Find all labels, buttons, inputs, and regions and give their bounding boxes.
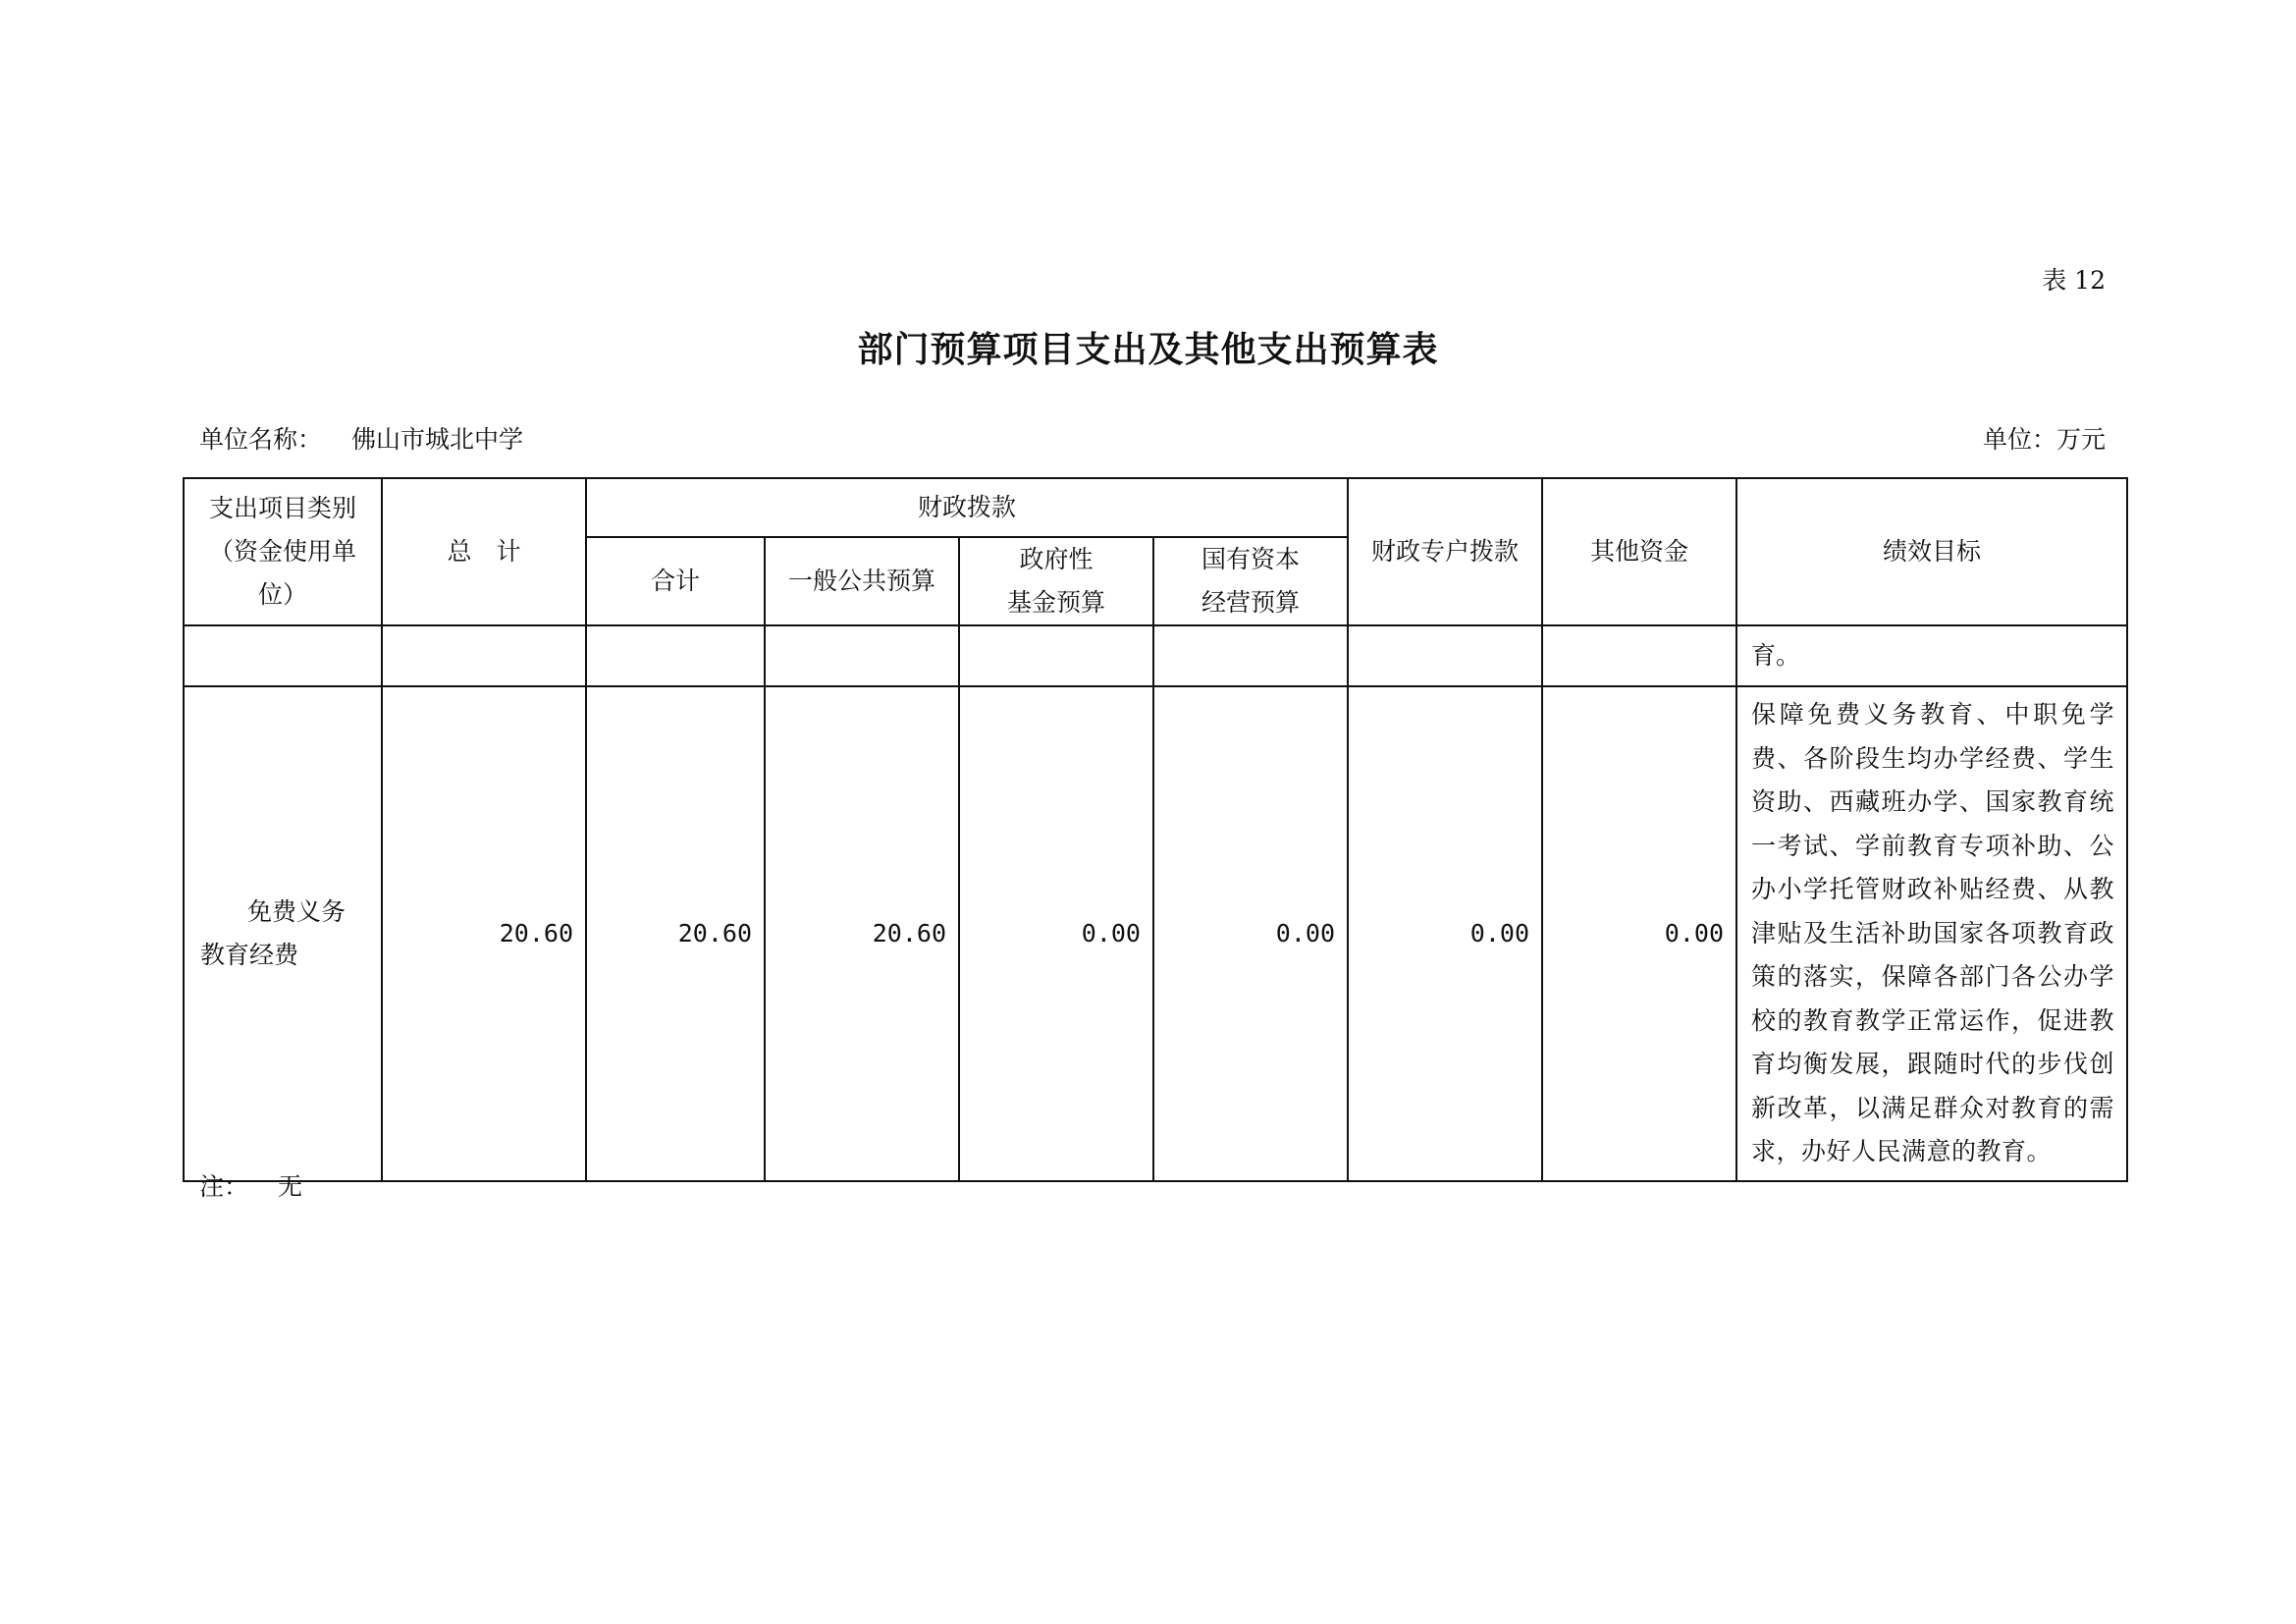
row-total: 20.60	[382, 686, 586, 1181]
footnote	[199, 1167, 302, 1203]
row-gov-fund: 0.00	[959, 686, 1153, 1181]
note-label: 注：	[199, 1172, 249, 1201]
unit-label: 单位：万元	[1982, 425, 2106, 454]
row-category	[184, 686, 382, 1181]
org-line	[199, 420, 523, 456]
carryover-cell	[1542, 625, 1736, 686]
org-value: 佛山市城北中学	[351, 425, 524, 454]
table-number: 表 12	[2042, 266, 2106, 295]
carryover-cell	[1348, 625, 1542, 686]
carryover-goal-text: 育。	[1736, 625, 2127, 686]
header-gov-fund-line: 基金预算	[1006, 588, 1105, 617]
header-state-capital-line: 国有资本	[1201, 545, 1301, 573]
document-title: 部门预算项目支出及其他支出预算表	[857, 329, 1439, 370]
row-category-line: 免费义务	[247, 896, 347, 926]
header-category-line: 支出项目类别	[208, 494, 356, 522]
carryover-row	[184, 625, 2127, 686]
row-general-budget: 20.60	[765, 686, 959, 1181]
header-category-line: 位）	[257, 580, 307, 609]
table-row	[184, 686, 2127, 1181]
header-performance-goal: 绩效目标	[1736, 478, 2127, 625]
header-state-capital-line: 经营预算	[1201, 588, 1301, 617]
carryover-cell	[765, 625, 959, 686]
header-general-budget: 一般公共预算	[765, 537, 959, 625]
row-special-grant: 0.00	[1348, 686, 1542, 1181]
header-category	[184, 478, 382, 625]
header-gov-fund-line: 政府性	[1019, 545, 1094, 573]
carryover-cell	[382, 625, 586, 686]
header-subtotal: 合计	[586, 537, 765, 625]
carryover-cell	[959, 625, 1153, 686]
header-category-line: （资金使用单	[208, 537, 356, 566]
header-row-1	[184, 478, 2127, 537]
header-special-grant: 财政专户拨款	[1348, 478, 1542, 625]
carryover-cell	[586, 625, 765, 686]
row-category-line: 教育经费	[200, 940, 299, 969]
header-state-capital	[1153, 537, 1348, 625]
row-subtotal: 20.60	[586, 686, 765, 1181]
header-other-funds: 其他资金	[1542, 478, 1736, 625]
note-value: 无	[278, 1172, 303, 1201]
row-state-capital: 0.00	[1153, 686, 1348, 1181]
header-total: 总 计	[382, 478, 586, 625]
carryover-cell	[184, 625, 382, 686]
org-label: 单位名称：	[199, 425, 323, 454]
row-other-funds: 0.00	[1542, 686, 1736, 1181]
carryover-cell	[1153, 625, 1348, 686]
header-gov-fund	[959, 537, 1153, 625]
row-performance-goal: 保障免费义务教育、中职免学费、各阶段生均办学经费、学生资助、西藏班办学、国家教育统一考试、学前教育专项补助、公办小学托管财政补贴经费、从教津贴及生活补助国家各项教育政策的落实，保障各部门各公办学校的教育教学正常运作，促进教育均衡发展，跟随时代的步伐创新改革，以满足群众对教育的需求，办好人民满意的教育。	[1736, 686, 2127, 1181]
header-fiscal-group: 财政拨款	[586, 478, 1348, 537]
budget-table	[183, 477, 2128, 1182]
